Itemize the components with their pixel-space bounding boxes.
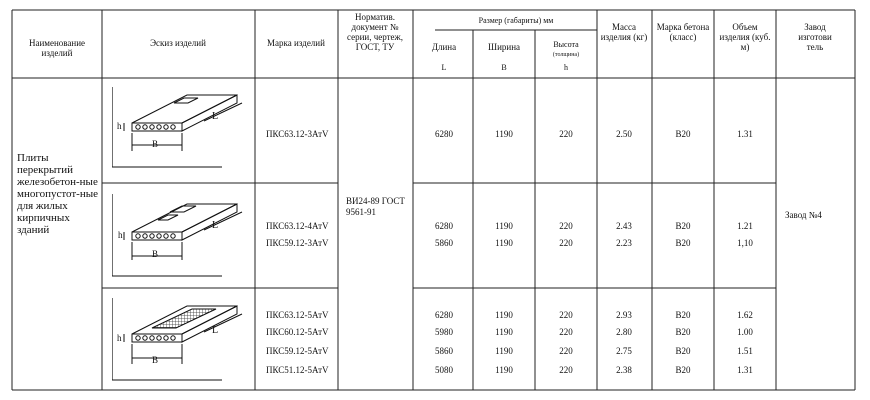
header-plant: Завод изготови тель [798, 22, 832, 52]
volume-value: 1.00 [737, 327, 753, 337]
product-brand: ПКС60.12-5АтV [266, 327, 329, 337]
height-value: 220 [559, 221, 573, 231]
document-reference: ВИ24-89 ГОСТ 9561-91 [346, 196, 405, 217]
header-concrete: Марка бетона (класс) [656, 22, 710, 42]
width-value: 1190 [495, 238, 513, 248]
mass-value: 2.75 [616, 346, 632, 356]
mass-value: 2.23 [616, 238, 632, 248]
header-width: Ширина [487, 42, 521, 52]
product-brand: ПКС51.12-5АтV [266, 365, 329, 375]
manufacturer: Завод №4 [785, 210, 822, 220]
product-name: Плиты перекрытий железобетон-ные многопустот-ные для жилых кирпичных зданий [17, 152, 99, 236]
header-mass: Масса изделия (кг) [600, 22, 648, 42]
volume-value: 1.62 [737, 310, 753, 320]
header-size-group: Размер (габариты) мм [478, 16, 554, 25]
height-value: 220 [559, 238, 573, 248]
product-brand: ПКС59.12-5АтV [266, 346, 329, 356]
product-brand: ПКС63.12-4АтV [266, 221, 329, 231]
header-brand: Марка изделий [267, 38, 325, 48]
length-value: 6280 [435, 221, 453, 231]
width-value: 1190 [495, 310, 513, 320]
sketch3-height-label: h [117, 333, 122, 343]
product-brand: ПКС59.12-3АтV [266, 238, 329, 248]
volume-value: 1.31 [737, 365, 753, 375]
concrete-value: В20 [675, 129, 691, 139]
sketch-slab-2 [112, 190, 247, 280]
volume-value: 1.31 [737, 129, 753, 139]
width-value: 1190 [495, 221, 513, 231]
concrete-value: В20 [675, 365, 691, 375]
width-value: 1190 [495, 365, 513, 375]
header-doc: Норматив. документ № серии, чертеж, ГОСТ, ТУ [346, 12, 404, 52]
length-value: 6280 [435, 129, 453, 139]
header-name: Наименование изделий [28, 38, 86, 58]
length-value: 5860 [435, 346, 453, 356]
sketch2-width-label: B [152, 249, 159, 259]
header-height-symbol: h [564, 63, 568, 72]
concrete-value: В20 [675, 327, 691, 337]
width-value: 1190 [495, 327, 513, 337]
height-value: 220 [559, 310, 573, 320]
mass-value: 2.38 [616, 365, 632, 375]
sketch-slab-3 [112, 294, 247, 384]
mass-value: 2.50 [616, 129, 632, 139]
header-volume: Объем изделия (куб. м) [719, 22, 771, 52]
mass-value: 2.80 [616, 327, 632, 337]
concrete-value: В20 [675, 346, 691, 356]
concrete-value: В20 [675, 221, 691, 231]
height-value: 220 [559, 327, 573, 337]
header-sketch: Эскиз изделий [150, 38, 206, 48]
height-value: 220 [559, 129, 573, 139]
length-value: 5860 [435, 238, 453, 248]
length-value: 5080 [435, 365, 453, 375]
concrete-value: В20 [675, 238, 691, 248]
sketch1-height-label: h [117, 121, 122, 131]
length-value: 5980 [435, 327, 453, 337]
header-height: Высота [553, 40, 579, 49]
volume-value: 1,10 [737, 238, 753, 248]
width-value: 1190 [495, 346, 513, 356]
sketch1-width-label: B [152, 139, 159, 149]
mass-value: 2.43 [616, 221, 632, 231]
sketch3-length-label: L [212, 325, 219, 336]
volume-value: 1.51 [737, 346, 753, 356]
sketch2-height-label: h [118, 230, 123, 240]
header-length: Длина [431, 42, 457, 52]
length-value: 6280 [435, 310, 453, 320]
volume-value: 1.21 [737, 221, 753, 231]
height-value: 220 [559, 346, 573, 356]
header-width-symbol: B [501, 63, 507, 72]
height-value: 220 [559, 365, 573, 375]
concrete-value: В20 [675, 310, 691, 320]
product-brand: ПКС63.12-3АтV [266, 129, 329, 139]
width-value: 1190 [495, 129, 513, 139]
product-brand: ПКС63.12-5АтV [266, 310, 329, 320]
sketch3-width-label: B [152, 355, 159, 365]
sketch-slab-1 [112, 83, 247, 173]
sketch2-length-label: L [212, 220, 219, 231]
mass-value: 2.93 [616, 310, 632, 320]
header-length-symbol: L [441, 63, 447, 72]
header-height-note: (толщина) [552, 52, 580, 58]
sketch1-length-label: L [212, 111, 219, 122]
